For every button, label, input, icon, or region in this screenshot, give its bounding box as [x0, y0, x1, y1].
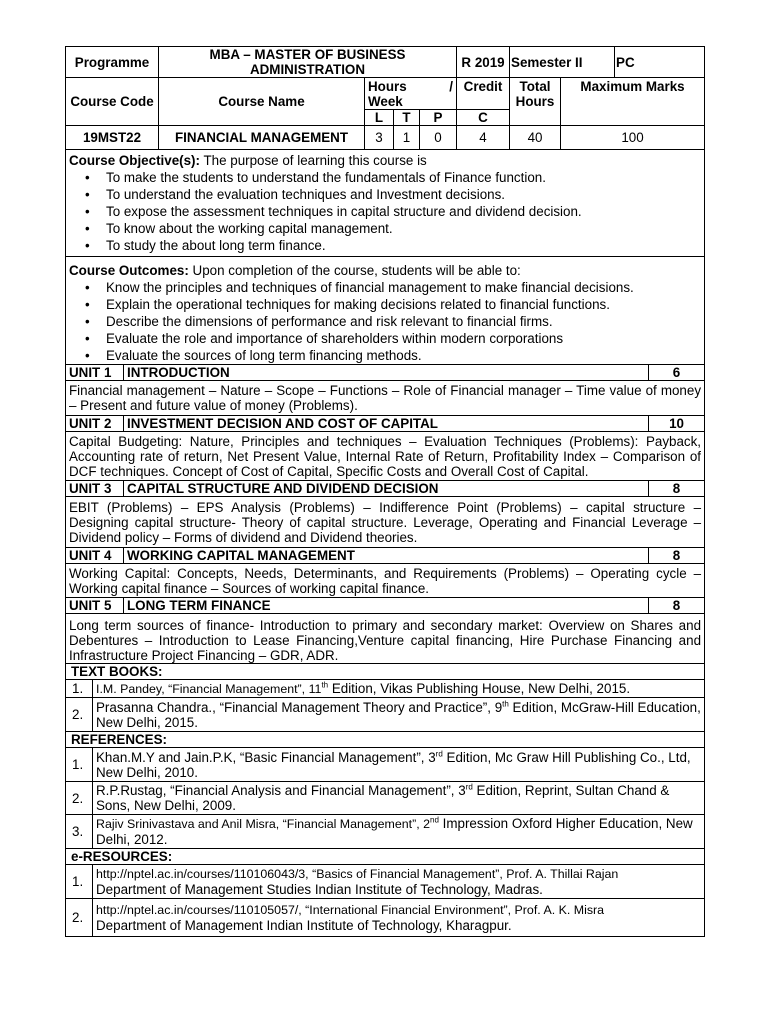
unit-label: UNIT 5: [66, 598, 124, 614]
e-resource-number: 1.: [66, 865, 93, 899]
bullet-icon: •: [85, 169, 90, 185]
reference-number: 1.: [66, 748, 93, 782]
credit-label: Credit: [457, 78, 510, 110]
unit-title: INVESTMENT DECISION AND COST OF CAPITAL: [124, 416, 649, 432]
bullet-icon: •: [85, 220, 90, 236]
reference-number: 3.: [66, 815, 93, 849]
unit-hours: 6: [649, 365, 705, 381]
unit-content: Long term sources of finance- Introduction to primary and secondary market: Overview on Shares and Debentures – Introduction to Lease Financing,Venture capital financing, Hire Purchase Financing and Infrastructure Project Financing – GDR, ADR.: [66, 614, 705, 664]
objectives-item: • To understand the evaluation techniques and Investment decisions.: [85, 186, 506, 202]
text-books-heading: TEXT BOOKS:: [66, 664, 705, 680]
unit-content: Working Capital: Concepts, Needs, Determinants, and Requirements (Problems) – Operating cycle – Working capital finance – Sources of working capital finance.: [66, 564, 705, 598]
course-code-label: Course Code: [66, 78, 159, 126]
unit-hours: 10: [649, 416, 705, 432]
max-marks-value: 100: [561, 126, 705, 150]
course-header-table: [65, 46, 705, 150]
max-marks-label: Maximum Marks: [561, 78, 705, 126]
outcomes-list: [69, 279, 701, 364]
reference-entry: Khan.M.Y and Jain.P.K, “Basic Financial Management”, 3rd Edition, Mc Graw Hill Publishing Co., Ltd, New Delhi, 2010.: [93, 748, 705, 782]
objectives-item: • To know about the working capital management.: [85, 220, 393, 236]
e-resource-link[interactable]: http://nptel.ac.in/courses/110106043/3, “Basics of Financial Management”, Prof. A. Thillai Rajan: [96, 866, 619, 881]
e-resources-heading: e-RESOURCES:: [66, 849, 705, 865]
bullet-icon: •: [85, 203, 90, 219]
outcomes-intro: Upon completion of the course, students will be able to:: [188, 263, 521, 278]
unit-hours: 8: [649, 548, 705, 564]
practical-hours: 0: [420, 126, 457, 150]
text-book-entry: Prasanna Chandra., “Financial Management Theory and Practice”, 9th Edition, McGraw-Hill Education, New Delhi, 2015.: [93, 698, 705, 732]
course-name-label: Course Name: [159, 78, 365, 126]
objectives-item: • To expose the assessment techniques in capital structure and dividend decision.: [85, 203, 582, 219]
unit-title: WORKING CAPITAL MANAGEMENT: [124, 548, 649, 564]
outcomes-item: • Evaluate the sources of long term financing methods.: [85, 348, 422, 363]
e-resource-number: 2.: [66, 899, 93, 937]
t-label: T: [394, 110, 420, 126]
objectives-item: • To study the about long term finance.: [85, 237, 326, 253]
text-book-number: 1.: [66, 680, 93, 698]
unit-label: UNIT 4: [66, 548, 124, 564]
bullet-icon: •: [85, 348, 90, 363]
outcomes-item: • Evaluate the role and importance of shareholders within modern corporations: [85, 331, 564, 346]
objectives-label: Course Objective(s):: [69, 152, 200, 168]
text-book-number: 2.: [66, 698, 93, 732]
programme-label: Programme: [66, 47, 159, 78]
objectives-item: • To make the students to understand the fundamentals of Finance function.: [85, 169, 546, 185]
e-resource-link[interactable]: http://nptel.ac.in/courses/110105057/, “International Financial Environment”, Prof. A. K. Misra: [96, 902, 605, 917]
unit-content: Financial management – Nature – Scope – Functions – Role of Financial manager – Time value of money – Present and future value of money (Problems).: [66, 381, 705, 416]
l-label: L: [365, 110, 394, 126]
category: PC: [615, 47, 705, 78]
reference-entry: R.P.Rustag, “Financial Analysis and Financial Management”, 3rd Edition, Reprint, Sultan Chand & Sons, New Delhi, 2009.: [93, 782, 705, 815]
bullet-icon: •: [85, 297, 90, 312]
semester: Semester II: [510, 47, 615, 78]
objectives-intro: The purpose of learning this course is: [199, 152, 427, 168]
p-label: P: [420, 110, 457, 126]
unit-hours: 8: [649, 481, 705, 497]
course-code: 19MST22: [66, 126, 159, 150]
unit-title: INTRODUCTION: [124, 365, 649, 381]
outcomes-item: • Explain the operational techniques for making decisions related to financial functions.: [85, 297, 610, 312]
credit-value: 4: [457, 126, 510, 150]
syllabus-sheet: [65, 46, 704, 936]
c-label: C: [457, 110, 510, 126]
e-resource-entry: http://nptel.ac.in/courses/110105057/, “International Financial Environment”, Prof. A. K. Misra Department of Management Indian Institute of Technology, Kharagpur.: [93, 899, 705, 937]
programme-value: MBA – MASTER OF BUSINESS ADMINISTRATION: [159, 47, 457, 78]
unit-label: UNIT 2: [66, 416, 124, 432]
course-name: FINANCIAL MANAGEMENT: [159, 126, 365, 150]
total-hours-label: Total Hours: [510, 78, 561, 126]
e-resource-entry: http://nptel.ac.in/courses/110106043/3, “Basics of Financial Management”, Prof. A. Thillai Rajan Department of Management Studies Indian Institute of Technology, Madras.: [93, 865, 705, 899]
unit-title: LONG TERM FINANCE: [124, 598, 649, 614]
regulation: R 2019: [457, 47, 510, 78]
tutorial-hours: 1: [394, 126, 420, 150]
outcomes-item: • Describe the dimensions of performance and risk relevant to financial firms.: [85, 314, 553, 329]
total-hours-value: 40: [510, 126, 561, 150]
bullet-icon: •: [85, 280, 90, 295]
course-body-table: [65, 149, 705, 937]
unit-title: CAPITAL STRUCTURE AND DIVIDEND DECISION: [124, 481, 649, 497]
bullet-icon: •: [85, 237, 90, 253]
course-objectives: [66, 150, 705, 257]
course-outcomes: [66, 257, 705, 365]
references-heading: REFERENCES:: [66, 732, 705, 748]
unit-hours: 8: [649, 598, 705, 614]
text-book-entry: I.M. Pandey, “Financial Management”, 11th Edition, Vikas Publishing House, New Delhi, 2015.: [93, 680, 705, 698]
reference-number: 2.: [66, 782, 93, 815]
unit-label: UNIT 3: [66, 481, 124, 497]
outcomes-label: Course Outcomes:: [69, 263, 189, 278]
bullet-icon: •: [85, 314, 90, 329]
reference-entry: Rajiv Srinivastava and Anil Misra, “Financial Management”, 2nd Impression Oxford Higher Education, New Delhi, 2012.: [93, 815, 705, 849]
bullet-icon: •: [85, 186, 90, 202]
unit-content: Capital Budgeting: Nature, Principles and techniques – Evaluation Techniques (Problems): Payback, Accounting rate of return, Net Present Value, Internal Rate of Return, Profitability Index – Comparison of DCF techniques. Concept of Cost of Capital, Specific Costs and Overall Cost of Capital.: [66, 432, 705, 481]
hours-week-label: Hours / Week: [365, 78, 457, 110]
unit-content: EBIT (Problems) – EPS Analysis (Problems) – Indifference Point (Problems) – capital structure – Designing capital structure- Theory of capital structure. Leverage, Operating and Financial Leverage – Dividend policy – Forms of dividend and Dividend theories.: [66, 497, 705, 548]
objectives-list: [69, 169, 701, 254]
lecture-hours: 3: [365, 126, 394, 150]
outcomes-item: • Know the principles and techniques of financial management to make financial decisions.: [85, 280, 634, 295]
unit-label: UNIT 1: [66, 365, 124, 381]
bullet-icon: •: [85, 331, 90, 346]
